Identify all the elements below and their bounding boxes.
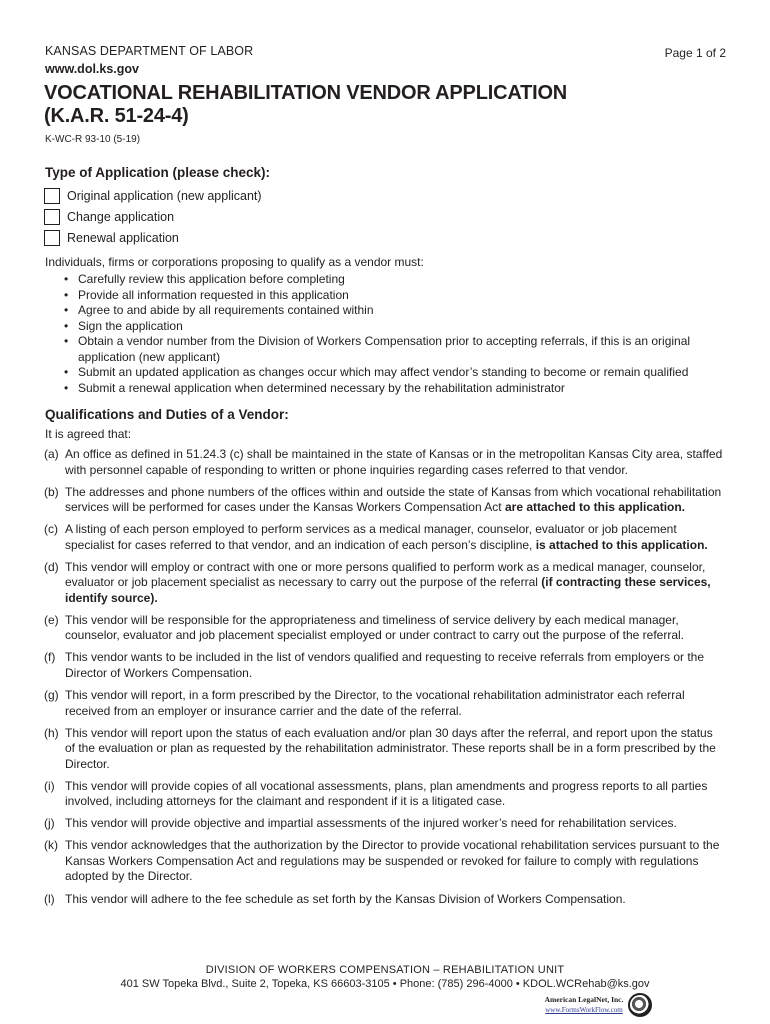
title-line-1: VOCATIONAL REHABILITATION VENDOR APPLICATION [44,82,568,104]
list-item: • Submit an updated application as changes occur which may affect vendor’s standing to become or remain qualified [64,365,724,381]
footer-contact: 401 SW Topeka Blvd., Suite 2, Topeka, KS 66603-3105 • Phone: (785) 296-4000 • KDOL.WCRehab@ks.gov [120,978,650,990]
page-title [44,82,567,128]
option-change[interactable] [44,209,174,225]
option-change-label: Change application [67,210,175,224]
original-checkbox[interactable] [44,188,60,204]
duty-item [44,816,724,832]
duty-label: (l) [44,891,55,906]
duty-item [44,726,724,773]
duty-item [44,447,724,478]
option-renewal[interactable] [44,230,179,246]
duty-text: This vendor wants to be included in the list of vendors qualified and requesting to receive referrals from employers or the Director of Workers Compensation. [65,650,704,680]
duty-label: (d) [44,559,59,574]
duty-item [44,522,724,553]
option-original-label: Original application (new applicant) [67,189,262,203]
duty-text: This vendor will provide objective and impartial assessments of the injured worker’s need for rehabilitation services. [65,816,677,831]
option-renewal-label: Renewal application [67,231,179,245]
list-item: • Provide all information requested in this application [64,288,724,304]
page-number: Page 1 of 2 [664,46,726,60]
logo-text [540,994,628,1016]
seal-icon [628,993,652,1017]
duty-text: This vendor will be responsible for the appropriateness and timeliness of service delivery by each medical manager, counselor, evaluator and job placement specialist employed or under contract to carry out the purpose of the referral. [65,612,685,643]
duty-label: (a) [44,447,59,461]
duty-text: A listing of each person employed to perform services as a medical manager, counselor, evaluator or job placement specialist for cases referred to that vendor, and an indication of each person’s discipline, is attached to this application. [65,522,708,552]
duty-label: (k) [44,838,58,853]
footer-division: DIVISION OF WORKERS COMPENSATION – REHABILITATION UNIT [205,964,565,976]
title-line-2: (K.A.R. 51-24-4) [44,105,189,127]
list-item: • Sign the application [64,319,724,335]
agency-website: www.dol.ks.gov [45,62,139,76]
duty-item [44,485,724,516]
renewal-checkbox[interactable] [44,230,60,246]
duty-item [44,560,724,607]
requirements-intro: Individuals, firms or corporations proposing to qualify as a vendor must: [45,255,424,269]
duties-list [44,447,724,914]
duty-label: (e) [44,612,59,627]
agency-name: KANSAS DEPARTMENT OF LABOR [45,44,254,58]
duty-text: An office as defined in 51.24.3 (c) shall be maintained in the state of Kansas or in the metropolitan Kansas City area, staffed with personnel capable of responding to written or phone inquiries regarding cases referred to that vendor. [65,447,723,477]
form-number: K-WC-R 93-10 (5-19) [45,134,141,145]
agreed-intro: It is agreed that: [45,427,132,441]
logo-name: American LegalNet, Inc. [544,995,624,1004]
qualifications-heading: Qualifications and Duties of a Vendor: [45,407,289,422]
duty-item [44,892,724,908]
requirements-list [64,272,724,396]
duty-item [44,779,724,810]
logo-url[interactable]: www.FormsWorkFlow.com [545,1006,623,1014]
duty-text: This vendor will report, in a form prescribed by the Director, to the vocational rehabilitation administrator each referral received from an employer or insurance carrier and the date of the referral. [65,688,685,718]
duty-item [44,613,724,644]
duty-label: (h) [44,725,59,740]
change-checkbox[interactable] [44,209,60,225]
duty-label: (b) [44,484,59,499]
list-item: • Obtain a vendor number from the Division of Workers Compensation prior to accepting referrals, if this is an original application (new applicant) [64,334,724,365]
option-original[interactable] [44,188,262,204]
list-item: • Submit a renewal application when determined necessary by the rehabilitation administrator [64,381,724,397]
duty-label: (c) [44,522,58,537]
duty-label: (j) [44,816,55,831]
list-item: • Carefully review this application before completing [64,272,724,288]
duty-text: This vendor acknowledges that the authorization by the Director to provide vocational rehabilitation services pursuant to the Kansas Workers Compensation Act and regulations may be suspended or revoked for failure to comply with regulations adopted by the Director. [65,838,720,884]
duty-label: (g) [44,688,59,703]
duty-label: (i) [44,778,55,793]
legalnet-logo[interactable] [540,992,660,1018]
duty-text: The addresses and phone numbers of the offices within and outside the state of Kansas from which vocational rehabilitation services will be performed for cases under the Kansas Workers Compensation Act are attached to this application. [65,484,722,515]
duty-label: (f) [44,650,56,665]
duty-item [44,650,724,681]
duty-text: This vendor will employ or contract with one or more persons qualified to perform work as a medical manager, counselor, evaluator or job placement specialist as necessary to carry out the purpose of the referral (if contracting these services, identify source). [65,559,711,605]
duty-text: This vendor will report upon the status of each evaluation and/or plan 30 days after the referral, and report upon the status of the evaluation or plan as requested by the rehabilitation administrator. These reports shall be in a form prescribed by the Director. [65,725,716,771]
application-type-heading: Type of Application (please check): [45,165,271,180]
duty-item [44,838,724,885]
duty-text: This vendor will provide copies of all vocational assessments, plans, plan amendments and progress reports to all parties involved, including attorneys for the claimant and respondent if it is a litigated case. [65,778,708,809]
duty-item [44,688,724,719]
duty-text: This vendor will adhere to the fee schedule as set forth by the Kansas Division of Workers Compensation. [65,891,626,906]
list-item: • Agree to and abide by all requirements contained within [64,303,724,319]
